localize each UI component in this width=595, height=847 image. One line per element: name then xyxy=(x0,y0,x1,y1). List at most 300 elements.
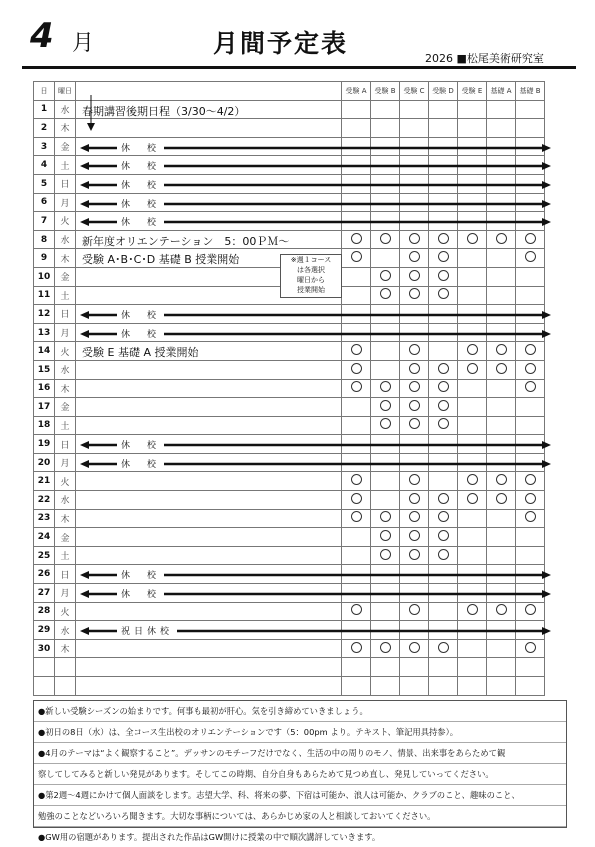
attendance-cell xyxy=(458,416,487,435)
attendance-cell xyxy=(516,416,545,435)
attendance-cell xyxy=(429,677,458,696)
attendance-cell xyxy=(458,528,487,547)
table-row xyxy=(34,416,545,435)
attendance-cell xyxy=(342,658,371,677)
attendance-cell xyxy=(516,509,545,528)
circle-mark xyxy=(380,400,391,411)
attendance-cell xyxy=(516,230,545,249)
circle-mark xyxy=(496,363,507,374)
table-row xyxy=(34,230,545,249)
attendance-cell xyxy=(516,267,545,286)
notes-box xyxy=(33,700,567,842)
table-row xyxy=(34,546,545,565)
circle-mark xyxy=(525,233,536,244)
day-number: 4 xyxy=(34,156,55,175)
closed-bar xyxy=(80,162,551,173)
attendance-cell xyxy=(400,509,429,528)
attendance-cell xyxy=(516,360,545,379)
attendance-cell xyxy=(342,286,371,305)
attendance-cell xyxy=(400,100,429,119)
attendance-cell xyxy=(371,230,400,249)
attendance-cell xyxy=(371,249,400,268)
day-number: 27 xyxy=(34,584,55,603)
circle-mark xyxy=(409,604,420,615)
circle-mark xyxy=(409,363,420,374)
attendance-cell xyxy=(371,546,400,565)
year-info: 2026 ■松尾美術研究室 xyxy=(425,52,544,65)
circle-mark xyxy=(380,233,391,244)
circle-mark xyxy=(438,549,449,560)
event-cell xyxy=(76,379,342,398)
circle-mark xyxy=(409,251,420,262)
weekday: 木 xyxy=(55,379,76,398)
circle-mark xyxy=(409,530,420,541)
weekday: 月 xyxy=(55,323,76,342)
circle-mark xyxy=(351,344,362,355)
event-cell xyxy=(76,212,342,231)
attendance-cell xyxy=(429,286,458,305)
day-number: 19 xyxy=(34,435,55,454)
header-course: 受験 E xyxy=(458,82,487,101)
closed-bar xyxy=(80,181,551,189)
attendance-cell xyxy=(342,342,371,361)
attendance-cell xyxy=(400,528,429,547)
day-number: 18 xyxy=(34,416,55,435)
attendance-cell xyxy=(371,416,400,435)
attendance-cell xyxy=(342,230,371,249)
attendance-cell xyxy=(429,230,458,249)
attendance-cell xyxy=(429,398,458,417)
attendance-cell xyxy=(342,509,371,528)
attendance-cell xyxy=(487,100,516,119)
attendance-cell xyxy=(516,491,545,510)
attendance-cell xyxy=(487,342,516,361)
attendance-cell xyxy=(342,249,371,268)
attendance-cell xyxy=(371,267,400,286)
event-cell xyxy=(76,546,342,565)
attendance-cell xyxy=(400,639,429,658)
day-number xyxy=(34,658,55,677)
attendance-cell xyxy=(429,639,458,658)
circle-mark xyxy=(380,549,391,560)
attendance-cell xyxy=(487,677,516,696)
circle-mark xyxy=(496,604,507,615)
weekday: 土 xyxy=(55,156,76,175)
attendance-cell xyxy=(516,546,545,565)
circle-mark xyxy=(380,418,391,429)
attendance-cell xyxy=(487,360,516,379)
circle-mark xyxy=(409,381,420,392)
weekday: 火 xyxy=(55,342,76,361)
event-text: 春期講習後期日程（3/30～4/2） xyxy=(82,104,246,118)
circle-mark xyxy=(380,270,391,281)
circle-mark xyxy=(467,474,478,485)
page-title: 月間予定表 xyxy=(213,29,349,58)
day-number: 8 xyxy=(34,230,55,249)
table-row xyxy=(34,472,545,491)
circle-mark xyxy=(525,511,536,522)
circle-mark xyxy=(351,474,362,485)
attendance-cell xyxy=(516,677,545,696)
table-row xyxy=(34,565,545,584)
weekday: 金 xyxy=(55,137,76,156)
attendance-cell xyxy=(487,602,516,621)
event-cell xyxy=(76,677,342,696)
circle-mark xyxy=(438,530,449,541)
event-cell xyxy=(76,398,342,417)
attendance-cell xyxy=(516,639,545,658)
day-number: 10 xyxy=(34,267,55,286)
event-cell xyxy=(76,621,342,640)
event-cell xyxy=(76,156,342,175)
attendance-cell xyxy=(342,398,371,417)
schedule-table xyxy=(33,81,545,696)
table-row xyxy=(34,174,545,193)
attendance-cell xyxy=(429,546,458,565)
event-cell xyxy=(76,528,342,547)
event-cell xyxy=(76,491,342,510)
attendance-cell xyxy=(429,342,458,361)
closed-label: 休 校 xyxy=(117,308,164,321)
attendance-cell xyxy=(516,658,545,677)
month-number: 4 xyxy=(30,16,54,56)
circle-mark xyxy=(380,288,391,299)
event-cell xyxy=(76,360,342,379)
attendance-cell xyxy=(429,100,458,119)
attendance-cell xyxy=(516,286,545,305)
attendance-cell xyxy=(458,360,487,379)
event-cell xyxy=(76,230,342,249)
weekday: 土 xyxy=(55,286,76,305)
circle-mark xyxy=(525,363,536,374)
circle-mark xyxy=(467,233,478,244)
attendance-cell xyxy=(371,119,400,138)
circle-mark xyxy=(496,233,507,244)
circle-mark xyxy=(351,604,362,615)
table-row xyxy=(34,379,545,398)
attendance-cell xyxy=(342,267,371,286)
circle-mark xyxy=(351,233,362,244)
attendance-cell xyxy=(400,658,429,677)
table-row xyxy=(34,360,545,379)
attendance-cell xyxy=(516,398,545,417)
attendance-cell xyxy=(371,342,400,361)
attendance-cell xyxy=(371,677,400,696)
note-line: 察してしてみると新しい発見があります。そしてこの時期、自分自身もあらためて見つめ直し、発見していってください。 xyxy=(34,764,566,785)
table-row xyxy=(34,193,545,212)
memo-line: は各選択 xyxy=(297,266,325,274)
weekday: 金 xyxy=(55,267,76,286)
note-line: ●第2週～4週にかけて個人面談をします。志望大学、科、将来の夢、下宿は可能か、浪人は可能か、クラブのこと、趣味のこと、 xyxy=(34,785,566,806)
day-number: 16 xyxy=(34,379,55,398)
event-cell xyxy=(76,472,342,491)
day-number: 11 xyxy=(34,286,55,305)
day-number: 23 xyxy=(34,509,55,528)
circle-mark xyxy=(409,418,420,429)
attendance-cell xyxy=(429,602,458,621)
attendance-cell xyxy=(400,416,429,435)
table-row xyxy=(34,119,545,138)
attendance-cell xyxy=(458,342,487,361)
attendance-cell xyxy=(458,509,487,528)
attendance-cell xyxy=(487,658,516,677)
table-row xyxy=(34,156,545,175)
attendance-cell xyxy=(371,528,400,547)
note-line: ●初日の8日（水）は、全コース生出校のオリエンテーションです（5：00pm より。テキスト、筆記用具持参）。 xyxy=(34,722,566,743)
attendance-cell xyxy=(400,602,429,621)
closed-label: 休 校 xyxy=(117,587,164,600)
event-cell xyxy=(76,193,342,212)
circle-mark xyxy=(380,642,391,653)
attendance-cell xyxy=(458,230,487,249)
attendance-cell xyxy=(400,379,429,398)
circle-mark xyxy=(409,344,420,355)
weekday: 水 xyxy=(55,360,76,379)
attendance-cell xyxy=(342,416,371,435)
attendance-cell xyxy=(516,342,545,361)
note-line: ●4月のテーマは“よく観察すること”。デッサンのモチーフだけでなく、生活の中の周りのモノ、情景、出来事をあらためて観 xyxy=(34,743,566,764)
weekday: 水 xyxy=(55,230,76,249)
weekday xyxy=(55,658,76,677)
attendance-cell xyxy=(342,100,371,119)
header-weekday: 曜日 xyxy=(55,82,76,101)
circle-mark xyxy=(409,474,420,485)
closed-bar xyxy=(80,441,551,452)
attendance-cell xyxy=(400,360,429,379)
table-row xyxy=(34,677,545,696)
circle-mark xyxy=(525,344,536,355)
circle-mark xyxy=(380,530,391,541)
table-row xyxy=(34,100,545,119)
attendance-cell xyxy=(458,379,487,398)
attendance-cell xyxy=(458,100,487,119)
day-number: 3 xyxy=(34,137,55,156)
event-cell xyxy=(76,137,342,156)
header-day: 日 xyxy=(34,82,55,101)
attendance-cell xyxy=(487,286,516,305)
table-row xyxy=(34,453,545,472)
attendance-cell xyxy=(458,267,487,286)
attendance-cell xyxy=(516,100,545,119)
attendance-cell xyxy=(371,639,400,658)
attendance-cell xyxy=(458,658,487,677)
attendance-cell xyxy=(400,677,429,696)
header-course: 基礎 B xyxy=(516,82,545,101)
attendance-cell xyxy=(400,472,429,491)
attendance-cell xyxy=(342,546,371,565)
event-cell xyxy=(76,416,342,435)
circle-mark xyxy=(525,251,536,262)
header-course: 受験 C xyxy=(400,82,429,101)
closed-bar xyxy=(80,200,551,208)
circle-mark xyxy=(467,363,478,374)
attendance-cell xyxy=(342,379,371,398)
day-number: 17 xyxy=(34,398,55,417)
circle-mark xyxy=(438,251,449,262)
attendance-cell xyxy=(458,119,487,138)
circle-mark xyxy=(467,344,478,355)
attendance-cell xyxy=(487,639,516,658)
header-course: 基礎 A xyxy=(487,82,516,101)
attendance-cell xyxy=(429,416,458,435)
attendance-cell xyxy=(342,677,371,696)
event-cell xyxy=(76,509,342,528)
weekday: 木 xyxy=(55,249,76,268)
event-cell xyxy=(76,584,342,603)
attendance-cell xyxy=(342,472,371,491)
day-number: 7 xyxy=(34,212,55,231)
event-cell xyxy=(76,305,342,324)
attendance-cell xyxy=(429,119,458,138)
weekday: 水 xyxy=(55,621,76,640)
closed-label: 休 校 xyxy=(117,215,164,228)
event-cell xyxy=(76,435,342,454)
table-row xyxy=(34,621,545,640)
circle-mark xyxy=(438,381,449,392)
day-number: 20 xyxy=(34,453,55,472)
table-row xyxy=(34,137,545,156)
attendance-cell xyxy=(487,119,516,138)
event-cell xyxy=(76,100,342,119)
attendance-cell xyxy=(458,677,487,696)
attendance-cell xyxy=(371,398,400,417)
attendance-cell xyxy=(458,491,487,510)
day-number: 21 xyxy=(34,472,55,491)
holiday-bar xyxy=(80,627,551,638)
attendance-cell xyxy=(487,249,516,268)
attendance-cell xyxy=(400,230,429,249)
circle-mark xyxy=(351,381,362,392)
circle-mark xyxy=(438,642,449,653)
closed-bar xyxy=(80,330,551,338)
closed-label: 休 校 xyxy=(117,159,164,172)
attendance-cell xyxy=(371,472,400,491)
attendance-cell xyxy=(487,379,516,398)
table-row xyxy=(34,305,545,324)
weekday: 水 xyxy=(55,491,76,510)
event-cell xyxy=(76,342,342,361)
closed-label: 休 校 xyxy=(117,327,164,340)
attendance-cell xyxy=(342,639,371,658)
header-notes xyxy=(76,82,342,101)
attendance-cell xyxy=(487,398,516,417)
table-row xyxy=(34,584,545,603)
memo-line: 授業開始 xyxy=(297,286,325,294)
attendance-cell xyxy=(516,249,545,268)
weekday: 金 xyxy=(55,398,76,417)
attendance-cell xyxy=(487,230,516,249)
circle-mark xyxy=(409,400,420,411)
day-number: 1 xyxy=(34,100,55,119)
circle-mark xyxy=(351,493,362,504)
day-number: 6 xyxy=(34,193,55,212)
attendance-cell xyxy=(400,491,429,510)
attendance-cell xyxy=(516,119,545,138)
attendance-cell xyxy=(371,658,400,677)
attendance-cell xyxy=(458,602,487,621)
weekday: 月 xyxy=(55,453,76,472)
event-cell xyxy=(76,119,342,138)
memo-line: ※週１コース xyxy=(290,256,332,264)
attendance-cell xyxy=(458,286,487,305)
day-number: 12 xyxy=(34,305,55,324)
attendance-cell xyxy=(371,491,400,510)
attendance-cell xyxy=(342,528,371,547)
weekday: 金 xyxy=(55,528,76,547)
attendance-cell xyxy=(429,360,458,379)
circle-mark xyxy=(380,511,391,522)
circle-mark xyxy=(496,493,507,504)
attendance-cell xyxy=(487,546,516,565)
circle-mark xyxy=(351,642,362,653)
circle-mark xyxy=(438,493,449,504)
attendance-cell xyxy=(371,509,400,528)
circle-mark xyxy=(438,233,449,244)
circle-mark xyxy=(438,363,449,374)
day-number: 28 xyxy=(34,602,55,621)
attendance-cell xyxy=(429,658,458,677)
weekday: 月 xyxy=(55,193,76,212)
day-number: 30 xyxy=(34,639,55,658)
table-row xyxy=(34,658,545,677)
attendance-cell xyxy=(400,249,429,268)
month-suffix: 月 xyxy=(72,31,95,56)
attendance-cell xyxy=(458,398,487,417)
day-number: 2 xyxy=(34,119,55,138)
day-number: 5 xyxy=(34,174,55,193)
closed-label: 休 校 xyxy=(117,141,164,154)
attendance-cell xyxy=(400,119,429,138)
circle-mark xyxy=(525,604,536,615)
circle-mark xyxy=(525,474,536,485)
table-header-row xyxy=(34,82,545,101)
memo-box xyxy=(280,254,342,298)
holiday-label: 祝日休校 xyxy=(117,624,177,637)
circle-mark xyxy=(351,363,362,374)
circle-mark xyxy=(438,270,449,281)
attendance-cell xyxy=(516,602,545,621)
table-row xyxy=(34,528,545,547)
attendance-cell xyxy=(400,398,429,417)
attendance-cell xyxy=(516,379,545,398)
attendance-cell xyxy=(400,546,429,565)
attendance-cell xyxy=(429,528,458,547)
circle-mark xyxy=(438,400,449,411)
weekday: 日 xyxy=(55,435,76,454)
closed-label: 休 校 xyxy=(117,178,164,191)
day-number: 25 xyxy=(34,546,55,565)
event-cell xyxy=(76,565,342,584)
attendance-cell xyxy=(371,379,400,398)
event-cell xyxy=(76,323,342,342)
attendance-cell xyxy=(516,528,545,547)
closed-label: 休 校 xyxy=(117,438,164,451)
circle-mark xyxy=(438,511,449,522)
attendance-cell xyxy=(429,379,458,398)
table-row xyxy=(34,639,545,658)
header-course: 受験 D xyxy=(429,82,458,101)
day-number: 24 xyxy=(34,528,55,547)
weekday: 日 xyxy=(55,305,76,324)
weekday: 土 xyxy=(55,416,76,435)
note-line: ●GW用の宿題があります。提出された作品はGW開けに授業の中で順次講評していきます。 xyxy=(38,832,381,842)
attendance-cell xyxy=(458,249,487,268)
weekday: 月 xyxy=(55,584,76,603)
day-number: 29 xyxy=(34,621,55,640)
circle-mark xyxy=(496,474,507,485)
attendance-cell xyxy=(458,546,487,565)
weekday: 火 xyxy=(55,602,76,621)
